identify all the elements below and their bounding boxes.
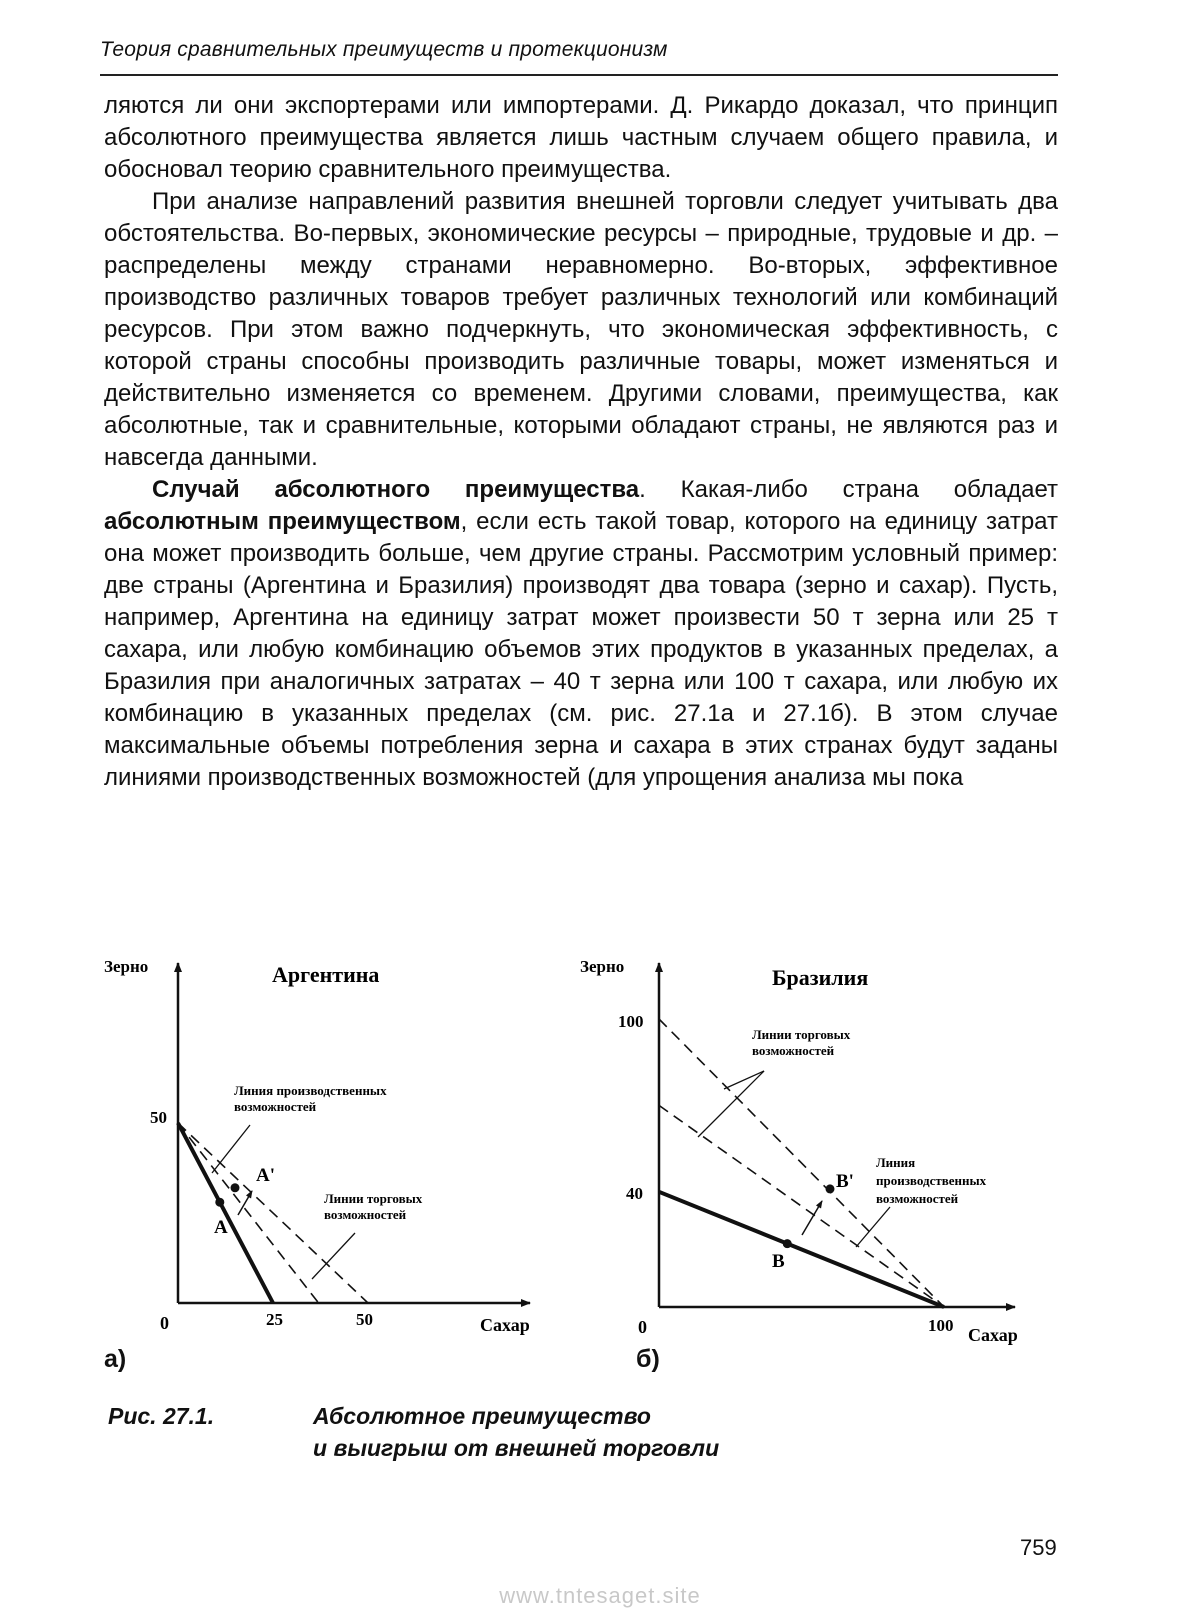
- y-axis-label-b: Зерно: [580, 957, 625, 976]
- point-label-a-prime: A': [256, 1165, 275, 1186]
- leader-a-trade: [312, 1233, 355, 1279]
- y-axis-label-a: Зерно: [104, 957, 149, 976]
- body-text: [104, 90, 1058, 794]
- chart-brazil: [580, 957, 1018, 1345]
- leader-b-trade-2: [698, 1071, 764, 1137]
- point-marker-0-0: [215, 1198, 224, 1207]
- annotation-a-trade: Линии торговых возможностей: [324, 1191, 423, 1222]
- x-tick-a-25: 25: [266, 1310, 283, 1329]
- arrow-b-to-b-prime: [802, 1201, 822, 1235]
- paragraph-3-text-1: . Какая-либо страна обладает: [639, 476, 1058, 503]
- production-possibility-line-0-0: [178, 1123, 273, 1303]
- point-marker-1-0: [783, 1239, 792, 1248]
- paragraph-2: При анализе направлений развития внешней торговли следует учитывать два обстоятельства. Во-первых, экономические ресурсы – природные, трудовые и др. – распределены между странами неравномерно. Во-вторых, эффективное производство различных товаров требует различных технологий или комбинаций ресурсов. При этом важно подчеркнуть, что экономическая эффективность, с которой страны способны производить различные товары, может изменяться и действительно изменяется со временем. Другими словами, преимущества, как абсолютные, так и сравнительные, которыми обладают страны, не являются раз и навсегда данными.: [104, 188, 1058, 471]
- point-marker-1-1: [826, 1184, 835, 1193]
- x-axis-label-b: Сахар: [968, 1325, 1018, 1345]
- watermark: www.tntesaget.site: [499, 1583, 701, 1608]
- annotation-b-trade: Линии торговых возможностей: [752, 1027, 851, 1058]
- running-head-text: Теория сравнительных преимуществ и протекционизм: [100, 38, 668, 61]
- y-tick-b-40: 40: [626, 1184, 643, 1203]
- x-tick-b-100: 100: [928, 1316, 954, 1335]
- point-label-b-prime: B': [836, 1171, 854, 1192]
- caption-title-line-1: Абсолютное преимущество: [313, 1403, 651, 1429]
- origin-label-a: 0: [160, 1313, 169, 1333]
- panel-label-b: б): [636, 1345, 660, 1373]
- running-head: [100, 38, 1058, 76]
- arrow-a-to-a-prime: [238, 1191, 252, 1215]
- page-number: 759: [1020, 1535, 1057, 1560]
- paragraph-3-text-2: , если есть такой товар, которого на единицу затрат она может производить больше, чем другие страны. Рассмотрим условный пример: две страны (Аргентина и Бразилия) производят два товара (зерно и сахар). Пусть, например, Аргентина на единицу затрат может произвести 50 т зерна или 25 т сахара, или любую комбинацию объемов этих продуктов в указанных пределах, а Бразилия при аналогичных затратах – 40 т зерна или 100 т сахара, или любую их комбинацию в указанных пределах (см. рис. 27.1а и 27.1б). В этом случае максимальные объемы потребления зерна и сахара в этих странах будут заданы линиями производственных возможностей (для упрощения анализа мы пока: [104, 508, 1058, 791]
- chart-title-b: Бразилия: [772, 965, 869, 990]
- caption-title-line-2: и выигрыш от внешней торговли: [313, 1435, 720, 1461]
- point-label-b: B: [772, 1251, 785, 1272]
- annotation-a-production: Линия производственных возможностей: [234, 1083, 387, 1114]
- y-tick-a-50: 50: [150, 1108, 167, 1127]
- caption-number: Рис. 27.1.: [108, 1403, 215, 1429]
- annotation-b-production: Линия производственных возможностей: [876, 1155, 987, 1206]
- x-tick-a-50: 50: [356, 1310, 373, 1329]
- paragraph-1: ляются ли они экспортерами или импортерами. Д. Рикардо доказал, что принцип абсолютного преимущества является лишь частным случаем общего правила, и обосновал теорию сравнительного преимущества.: [104, 92, 1058, 183]
- figure-27-1: [100, 945, 1060, 1373]
- trade-possibility-line-0-1: [178, 1123, 319, 1303]
- leader-b-trade-1: [724, 1071, 764, 1089]
- term-absolute-advantage-case: Случай абсолютного преимущества: [152, 476, 640, 503]
- point-label-a: A: [214, 1217, 228, 1238]
- leader-b-production: [856, 1207, 890, 1247]
- panel-label-a: а): [104, 1345, 127, 1373]
- y-tick-b-100: 100: [618, 1012, 644, 1031]
- origin-label-b: 0: [638, 1317, 647, 1337]
- figure-graphics: [100, 945, 1060, 1365]
- caption-title: [313, 1400, 719, 1464]
- x-axis-label-a: Сахар: [480, 1315, 530, 1335]
- trade-possibility-line-1-1: [659, 1105, 944, 1307]
- chart-argentina: [104, 957, 530, 1335]
- production-possibility-line-1-0: [659, 1192, 944, 1307]
- point-marker-0-1: [231, 1183, 240, 1192]
- term-absolute-advantage: абсолютным преимуществом: [104, 508, 461, 535]
- leader-a-production: [212, 1125, 250, 1173]
- paragraph-3: [104, 474, 1058, 794]
- chart-title-a: Аргентина: [272, 962, 380, 987]
